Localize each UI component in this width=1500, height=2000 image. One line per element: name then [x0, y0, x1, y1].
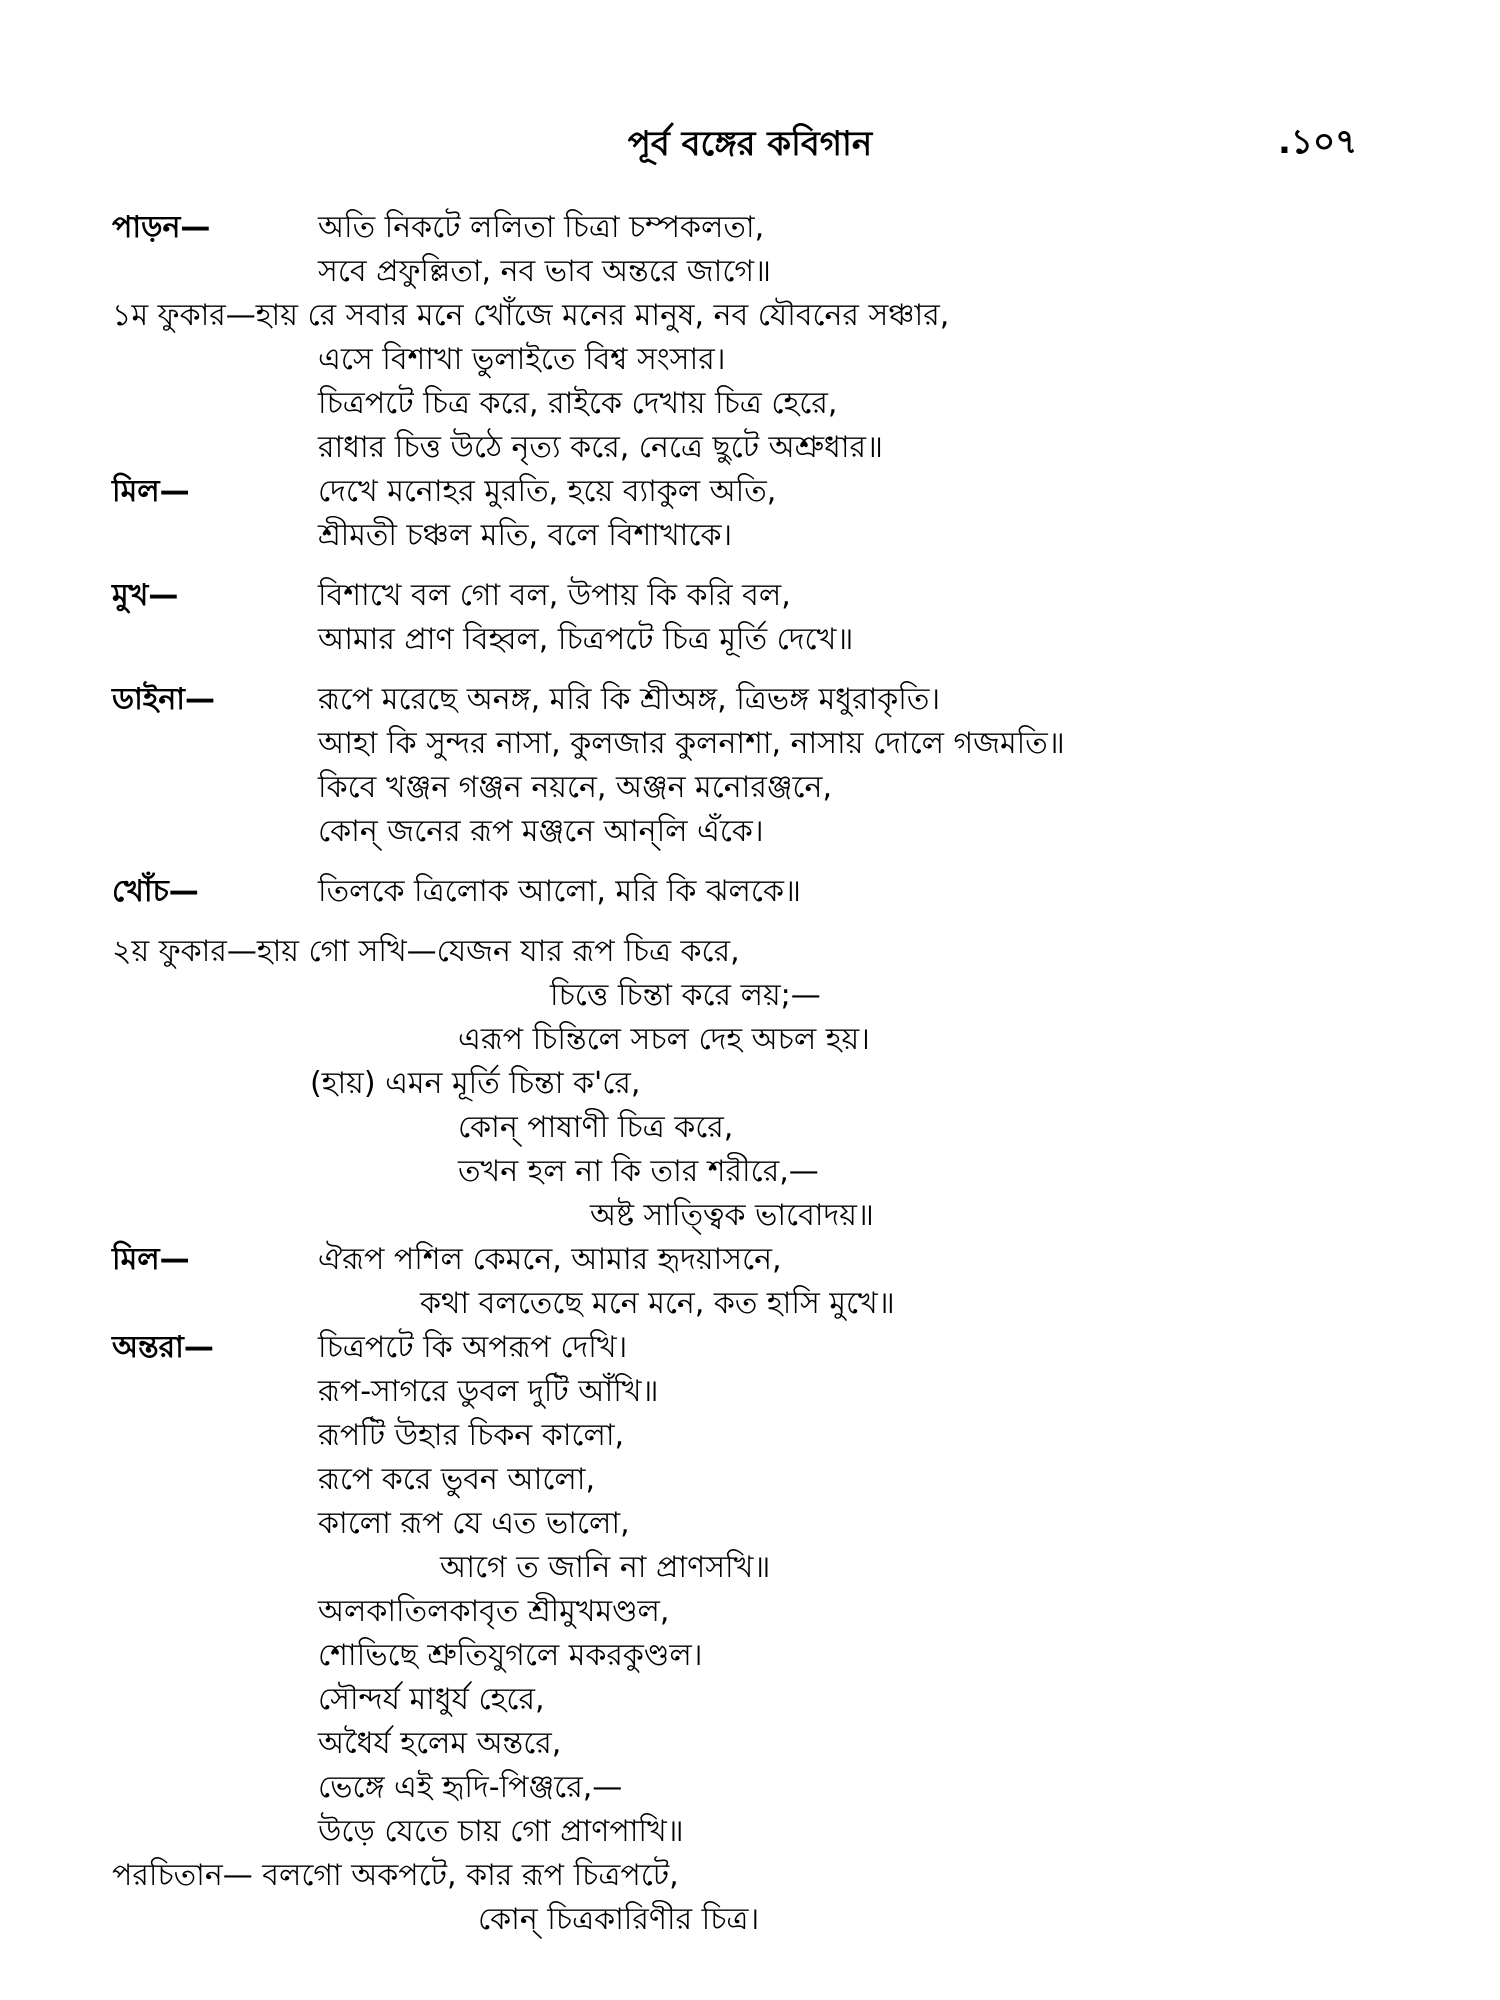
section-label: মুখ— [112, 578, 179, 613]
verse-line [0, 1370, 1500, 1414]
verse-text: অতি নিকটে ললিতা চিত্রা চম্পকলতা, [318, 210, 765, 245]
verse-line [0, 1810, 1500, 1854]
verse-line [0, 1678, 1500, 1722]
verse-text: সৌন্দর্য মাধুর্য হেরে, [318, 1682, 545, 1717]
verse-line [0, 250, 1500, 294]
verse-line [0, 1414, 1500, 1458]
verse-line [0, 1194, 1500, 1238]
verse-text: কোন্ পাষাণী চিত্র করে, [458, 1110, 734, 1145]
verse-text: চিত্রপটে চিত্র করে, রাইকে দেখায় চিত্র হেরে, [318, 386, 838, 421]
section-label: খোঁচ— [112, 874, 199, 909]
verse-text: রূপ-সাগরে ডুবল দুটি আঁখি॥ [318, 1374, 659, 1409]
verse-text: ভেঙ্গে এই হৃদি-পিঞ্জরে,— [318, 1770, 623, 1805]
section-label: মিল— [112, 474, 190, 509]
verse-text: শ্রীমতী চঞ্চল মতি, বলে বিশাখাকে। [318, 518, 733, 553]
verse-text: কথা বলতেছে মনে মনে, কত হাসি মুখে॥ [420, 1286, 895, 1321]
verse-line [0, 618, 1500, 662]
verse-text: শোভিছে শ্রুতিযুগলে মকরকুণ্ডল। [318, 1638, 703, 1673]
verse-text: রাধার চিত্ত উঠে নৃত্য করে, নেত্রে ছুটে অশ্রুধার॥ [318, 430, 884, 465]
verse-line [0, 1502, 1500, 1546]
verse-line [0, 1458, 1500, 1502]
verse-text: বিশাখে বল গো বল, উপায় কি করি বল, [318, 578, 791, 613]
verse-line [0, 1590, 1500, 1634]
page-number: .১০৭ [1278, 122, 1358, 162]
verse-line [0, 574, 1500, 618]
verse-line [0, 1150, 1500, 1194]
verse-text: রূপে মরেছে অনঙ্গ, মরি কি শ্রীঅঙ্গ, ত্রিভঙ্গ মধুরাকৃতি। [318, 682, 941, 717]
verse-line [0, 1722, 1500, 1766]
verse-text: রূপে করে ভুবন আলো, [318, 1462, 596, 1497]
verse-text: আমার প্রাণ বিহ্বল, চিত্রপটে চিত্র মূর্তি দেখে॥ [318, 622, 854, 657]
verse-text: অলকাতিলকাবৃত শ্রীমুখমণ্ডল, [318, 1594, 670, 1629]
verse-line [0, 678, 1500, 722]
verse-line [0, 810, 1500, 854]
running-header-title: পূর্ব বঙ্গের কবিগান [627, 124, 873, 164]
verse-text: চিত্রপটে কি অপরূপ দেখি। [318, 1330, 628, 1365]
verse-line [0, 1634, 1500, 1678]
verse-line [0, 1898, 1500, 1942]
verse-line [0, 1854, 1500, 1898]
verse-line [0, 1282, 1500, 1326]
verse-text: এরূপ চিন্তিলে সচল দেহ অচল হয়। [458, 1022, 870, 1057]
verse-text: কালো রূপ যে এত ভালো, [318, 1506, 630, 1541]
verse-text: রূপটি উহার চিকন কালো, [318, 1418, 625, 1453]
verse-line [0, 1238, 1500, 1282]
verse-line [0, 514, 1500, 558]
verse-line [0, 722, 1500, 766]
verse-text: পরচিতান— বলগো অকপটে, কার রূপ চিত্রপটে, [112, 1858, 679, 1893]
verse-text: কিবে খঞ্জন গঞ্জন নয়নে, অঞ্জন মনোরঞ্জনে, [318, 770, 832, 805]
verse-text: কোন্ চিত্রকারিণীর চিত্র। [478, 1902, 760, 1937]
verse-line [0, 766, 1500, 810]
verse-text: তখন হল না কি তার শরীরে,— [458, 1154, 819, 1189]
section-label: ডাইনা— [112, 682, 215, 717]
section-label: মিল— [112, 1242, 190, 1277]
verse-text: ২য় ফুকার—হায় গো সখি—যেজন যার রূপ চিত্র করে, [112, 934, 740, 969]
section-label: পাড়ন— [112, 210, 211, 245]
verse-text: এসে বিশাখা ভুলাইতে বিশ্ব সংসার। [318, 342, 726, 377]
verse-text: অষ্ট সাত্ত্বিক ভাবোদয়॥ [590, 1198, 874, 1233]
verse-text: চিত্তে চিন্তা করে লয়;— [550, 978, 821, 1013]
verse-line [0, 382, 1500, 426]
section-label: অন্তরা— [112, 1330, 214, 1365]
verse-line [0, 338, 1500, 382]
verse-line [0, 930, 1500, 974]
verse-text: ১ম ফুকার—হায় রে সবার মনে খোঁজে মনের মানুষ, নব যৌবনের সঞ্চার, [112, 298, 950, 333]
verse-line [0, 1546, 1500, 1590]
verse-text: আগে ত জানি না প্রাণসখি॥ [440, 1550, 771, 1585]
verse-line [0, 1766, 1500, 1810]
poem-body [0, 206, 1500, 1942]
verse-line [0, 206, 1500, 250]
verse-line [0, 1018, 1500, 1062]
verse-line [0, 470, 1500, 514]
verse-text: (হায়) এমন মূর্তি চিন্তা ক'রে, [310, 1066, 641, 1101]
verse-text: সবে প্রফুল্লিতা, নব ভাব অন্তরে জাগে॥ [318, 254, 772, 289]
verse-text: তিলকে ত্রিলোক আলো, মরি কি ঝলকে॥ [318, 874, 801, 909]
verse-text: উড়ে যেতে চায় গো প্রাণপাখি॥ [318, 1814, 684, 1849]
verse-line [0, 1106, 1500, 1150]
verse-line [0, 426, 1500, 470]
verse-line [0, 1326, 1500, 1370]
verse-line [0, 294, 1500, 338]
verse-text: ঐরূপ পশিল কেমনে, আমার হৃদয়াসনে, [318, 1242, 782, 1277]
verse-text: দেখে মনোহর মুরতি, হয়ে ব্যাকুল অতি, [318, 474, 777, 509]
verse-line [0, 870, 1500, 914]
verse-line [0, 974, 1500, 1018]
verse-text: অধৈর্য হলেম অন্তরে, [318, 1726, 562, 1761]
verse-text: আহা কি সুন্দর নাসা, কুলজার কুলনাশা, নাসায় দোলে গজমতি॥ [318, 726, 1065, 761]
verse-line [0, 1062, 1500, 1106]
verse-text: কোন্ জনের রূপ মঞ্জনে আন্‌লি এঁকে। [318, 814, 764, 849]
